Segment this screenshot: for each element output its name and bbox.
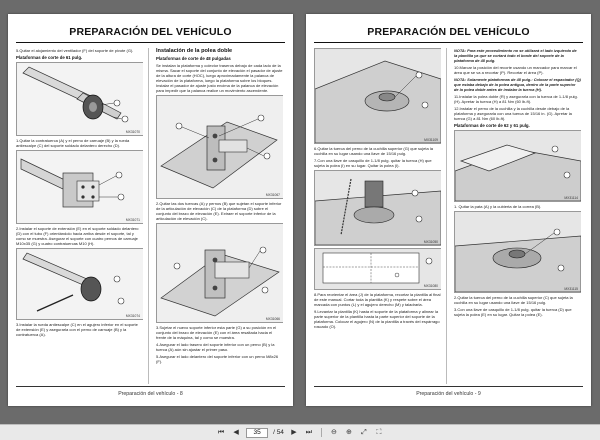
- left-column-2: [156, 48, 283, 366]
- last-page-icon[interactable]: ⏭: [305, 428, 313, 436]
- right-column-2: [454, 48, 581, 319]
- step-text: 2.Instalar el soporte de extensión (E) en el soporte soldado delantero (D) con el tubo (F) orientándolo hacia arriba desde el soporte, tal y como se muestra. Asegurar el soporte con cuatro pernos de carruaje M10x35 (G) y cuatro contratuercas M10 (H).: [16, 226, 139, 246]
- prev-page-icon[interactable]: ◀: [233, 428, 239, 436]
- subheading: Plataformas de corte de 62 y 61 pulg.: [454, 123, 530, 128]
- figure-caption: MX31074: [125, 314, 140, 318]
- step-text: 3.Instalar la rueda antiescalpe (C) en el agujero inferior en el soporte de extensión (E) y asegurarla con el perno de carruaje (B) y la contratuerca (A).: [16, 322, 138, 337]
- toolbar-separator: [321, 428, 322, 437]
- figure-caption: MX31071: [125, 218, 140, 222]
- zoom-out-icon[interactable]: ⊖: [330, 428, 337, 436]
- section-heading: Instalación de la polea doble: [156, 48, 233, 54]
- figure-caption: MX31050: [423, 240, 438, 244]
- page-footer: Preparación del vehículo - 9: [416, 391, 481, 397]
- figure-caption: MX31109: [424, 138, 438, 142]
- step-text: 5.Quitar el alojamiento del ventilador (F) del soporte de pivote (G).: [16, 48, 134, 53]
- figure-template: [314, 248, 441, 290]
- step-text: 1.Quitar la contratuerca (A) y el perno de carruaje (B) y la rueda antiescalpe (C) del soporte soldado delantero derecho (D).: [16, 138, 130, 148]
- figure-bracket: [16, 150, 143, 224]
- page-right: [306, 14, 591, 406]
- figure-lift-bracket: [156, 223, 283, 323]
- column-divider: [148, 48, 149, 384]
- page-total: / 54: [273, 429, 284, 436]
- step-text: 2.Quitar las dos tuercas (A) y pernos (B) que sujetan el soporte inferior de la articulación de elevación (C) de la plataforma (D) sobre el conjunto del brazo de elevación (E). Extraer el soporte inferior de la articulación de elevación (C).: [156, 201, 282, 221]
- footer-rule: [16, 386, 285, 387]
- title-rule: [314, 42, 583, 43]
- step-text: 3.Con una llave de casquillo de 1-1/8 pulg. quitar la tuerca (D) que sujeta la polea (E) en su lugar. Quitar la polea (E).: [454, 307, 572, 317]
- step-text: 3.Sujetar el nuevo soporte inferior esta parte (G) a su posición en el conjunto del brazo de elevación (E) con el área resaltada hacia el frente de la máquina, tal y como se muestra.: [156, 325, 277, 340]
- zoom-in-icon[interactable]: ⊕: [345, 428, 352, 436]
- figure-wheel-bolt: [16, 248, 143, 320]
- step-text: 10.Marcar la posición del recorte usando un marcador para marcar el área que se va a recortar (P). Recortar el área (P).: [454, 65, 577, 75]
- footer-rule: [314, 386, 583, 387]
- figure-pulley: [314, 170, 441, 246]
- page-title: PREPARACIÓN DEL VEHÍCULO: [367, 26, 530, 38]
- page-left: [8, 14, 293, 406]
- fullscreen-icon[interactable]: ⛶: [376, 428, 382, 436]
- figure-caption: MX31067: [265, 193, 280, 197]
- right-column-1: [314, 48, 441, 331]
- step-text: 6.Quitar la tuerca del perno de la cuchilla superior (G) que sujeta la cuchilla en su lugar usando una llave de 15/16 pulg.: [314, 146, 433, 156]
- figure-caption: MX31070: [125, 130, 140, 134]
- figure-mower-wheel: [16, 62, 143, 136]
- fit-page-icon[interactable]: ⤢: [361, 428, 367, 436]
- figure-lift-linkage: [156, 95, 283, 199]
- figure-belt-cover: [454, 130, 581, 202]
- note-text: NOTA: Solamente plataformas de 48 pulg.: Colocar el espaciador (Q) que estaba debajo de la polea antigua, dentro de la parte superior de la polea doble antes de instalar la tuerca (H).: [454, 77, 581, 92]
- figure-pulley-61: [454, 211, 581, 293]
- step-text: 2.Quitar la tuerca del perno de la cuchilla superior (C) que sujeta la cuchilla en su lugar usando una llave de 15/16 pulg.: [454, 295, 573, 305]
- step-text: 12.Instalar el perno de la cuchilla y la cuchilla desde debajo de la plataforma y asegurarla con una tuerca de 15/16 in. (G). Apretar la tuerca (G) a 81 Nm (60 lb-ft).: [454, 106, 572, 121]
- next-page-icon[interactable]: ▶: [291, 428, 297, 436]
- step-text: 9.Levantar la plantilla (K) hasta el soporte de la plataforma y alinear la parte superior de la plantilla hasta la parte superior del soporte de la plataforma. Colocar el agujero (N) de la plantilla a través del espárrago roscado (O).: [314, 309, 440, 329]
- first-page-icon[interactable]: ⏮: [217, 428, 225, 436]
- page-footer: Preparación del vehículo - 8: [118, 391, 183, 397]
- step-text: Se instalan la plataforma y colector traseros debajo de cada lado de la misma. Sacar el soporte del conjunto de elevación el pasador de ajuste de la altura de corte (HOC), luego aproximadamente la palanca de elevación de la plataforma, luego la plataforma sobre los bloques. Instalar el pasador de ajuste justo encima de la palanca de elevación para impedir que la palanca realice un movimiento ascendente.: [156, 63, 283, 93]
- page-title: PREPARACIÓN DEL VEHÍCULO: [69, 26, 232, 38]
- subheading: Plataformas de corte de 48 pulgadas: [156, 56, 231, 61]
- left-column-1: [16, 48, 143, 339]
- figure-caption: MX31115: [564, 287, 578, 291]
- step-text: 8.Para reorientar el área (J) de la plataforma, recortar la plantilla al final de este manual. Cortar toda la plantilla (K) y respete sobre el área marcada con puntos (L) y el agujero derecho (M) y taladrarla.: [314, 292, 441, 307]
- note-text: NOTA: Para este procedimiento no se utilizará el lado izquierdo de la plantilla ya que se cortará todo el borde del soporte de la plataforma de 48 pulg.: [454, 48, 577, 63]
- step-text: 4.Asegurar el lado trasero del soporte inferior con un perno (B) y la tuerca (A) aún sin ajustar el primer paso.: [156, 342, 275, 352]
- step-text: 7.Con una llave de casquillo de 1-1/8 pulg. quitar la tuerca (H) que sujeta la polea (I) en su lugar. Quitar la polea (I).: [314, 158, 432, 168]
- figure-caption: MX31080: [423, 284, 438, 288]
- step-text: 5.Asegurar el lado delantero del soporte inferior con un perno M8x26 (F).: [156, 354, 279, 364]
- figure-caption: MX31114: [564, 196, 578, 200]
- step-text: 1. Quitar la pata (A) y la cubierta de la correa (B).: [454, 204, 542, 209]
- page-number-input[interactable]: [246, 428, 268, 438]
- step-text: 11.Instalar la polea doble (R) y asegurarla con la tuerca de 1-1/8 pulg. (H). Apretar la tuerca (H) a 81 Nm (60 lb-ft).: [454, 94, 578, 104]
- pdf-toolbar: [0, 424, 600, 440]
- figure-caption: MX31066: [265, 317, 280, 321]
- title-rule: [16, 42, 285, 43]
- column-divider: [446, 48, 447, 384]
- figure-deck-top: [314, 48, 441, 144]
- subheading: Plataformas de corte de 61 pulg.: [16, 55, 83, 60]
